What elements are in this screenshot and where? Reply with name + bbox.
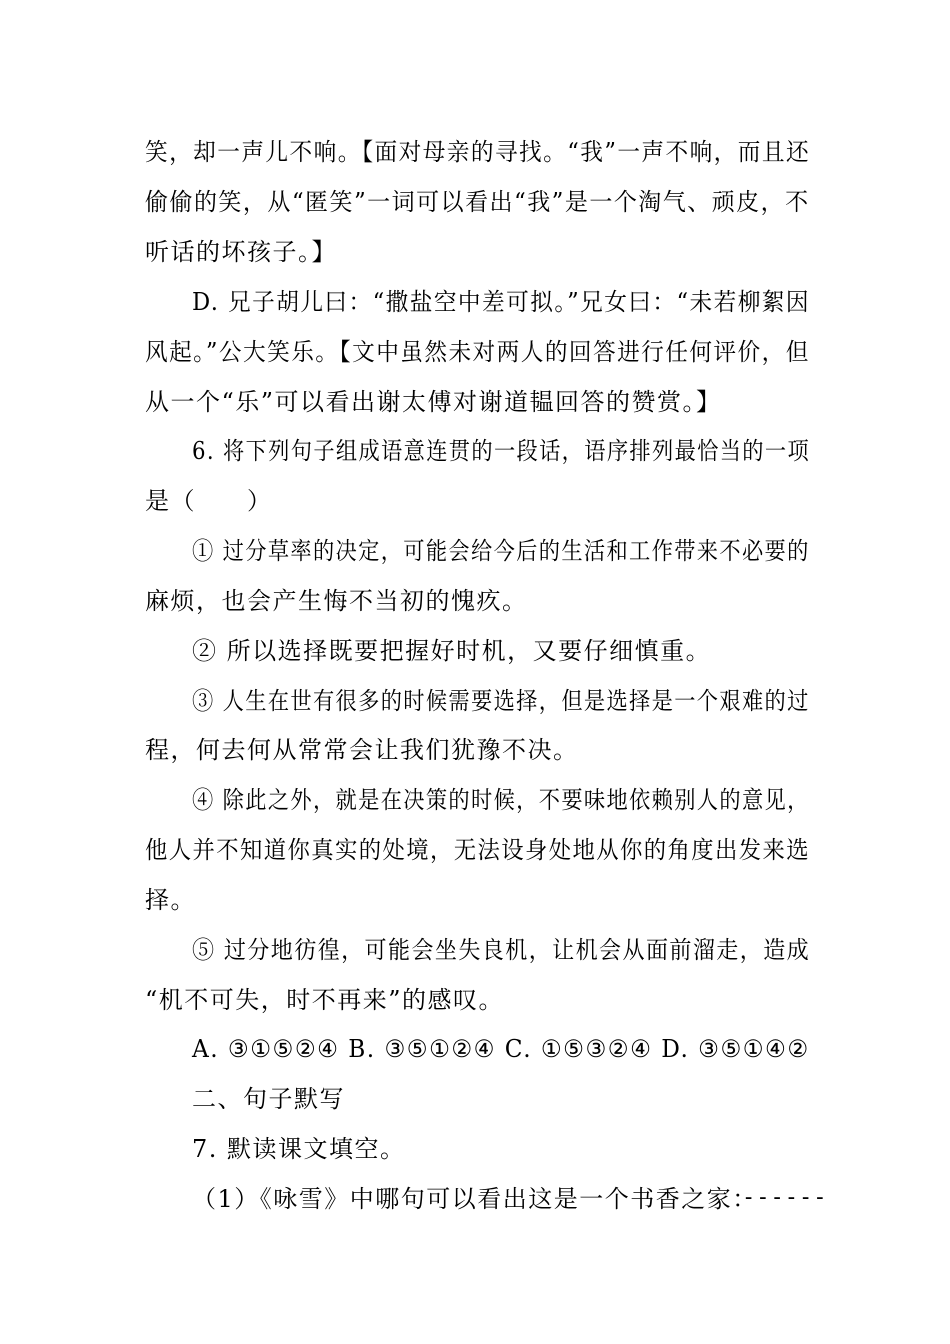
question-7: 7. 默读课文填空。 [192, 1135, 406, 1163]
text-line: 偷偷的笑，从“匿笑”一词可以看出“我”是一个淘气、顽皮，不 [145, 188, 810, 216]
text-line: 麻烦，也会产生悔不当初的愧疚。 [145, 587, 528, 615]
answer-blank: ------ [742, 1185, 828, 1210]
text-line: 程，何去何从常常会让我们犹豫不决。 [145, 736, 579, 764]
option-d-line: D. 兄子胡儿曰：“撒盐空中差可拟。”兄女曰：“未若柳絮因 [192, 288, 810, 316]
sentence-2: ② 所以选择既要把握好时机，又要仔细慎重。 [192, 637, 712, 665]
section-heading: 二、句子默写 [192, 1085, 345, 1113]
text-line: 择。 [145, 886, 196, 914]
text-line: 笑，却一声儿不响。【面对母亲的寻找。“我”一声不响，而且还 [145, 138, 811, 166]
sentence-5: ⑤ 过分地彷徨，可能会坐失良机，让机会从面前溜走，造成 [192, 936, 811, 964]
sentence-1: ① 过分草率的决定，可能会给今后的生活和工作带来不必要的 [192, 537, 810, 565]
text-line: 听话的坏孩子。】 [145, 238, 337, 266]
answer-options: A. ③①⑤②④ B. ③⑤①②④ C. ①⑤③②④ D. ③⑤①④② [192, 1035, 810, 1063]
text-line: 是（ ） [145, 487, 273, 515]
question-7-1: （1）《咏雪》中哪句可以看出这是一个书香之家： [192, 1185, 758, 1213]
text-line: 从一个“乐”可以看出谢太傅对谢道韫回答的赞赏。】 [145, 388, 722, 416]
question-6: 6. 将下列句子组成语意连贯的一段话，语序排列最恰当的一项 [192, 437, 811, 465]
text-line: 风起。”公大笑乐。【文中虽然未对两人的回答进行任何评价，但 [145, 338, 810, 366]
text-line: 他人并不知道你真实的处境，无法设身处地从你的角度出发来选 [145, 836, 811, 864]
sentence-3: ③ 人生在世有很多的时候需要选择，但是选择是一个艰难的过 [192, 687, 810, 715]
sentence-4: ④ 除此之外，就是在决策的时候，不要味地依赖别人的意见， [192, 786, 810, 814]
text-line: “机不可失，时不再来”的感叹。 [145, 986, 505, 1014]
